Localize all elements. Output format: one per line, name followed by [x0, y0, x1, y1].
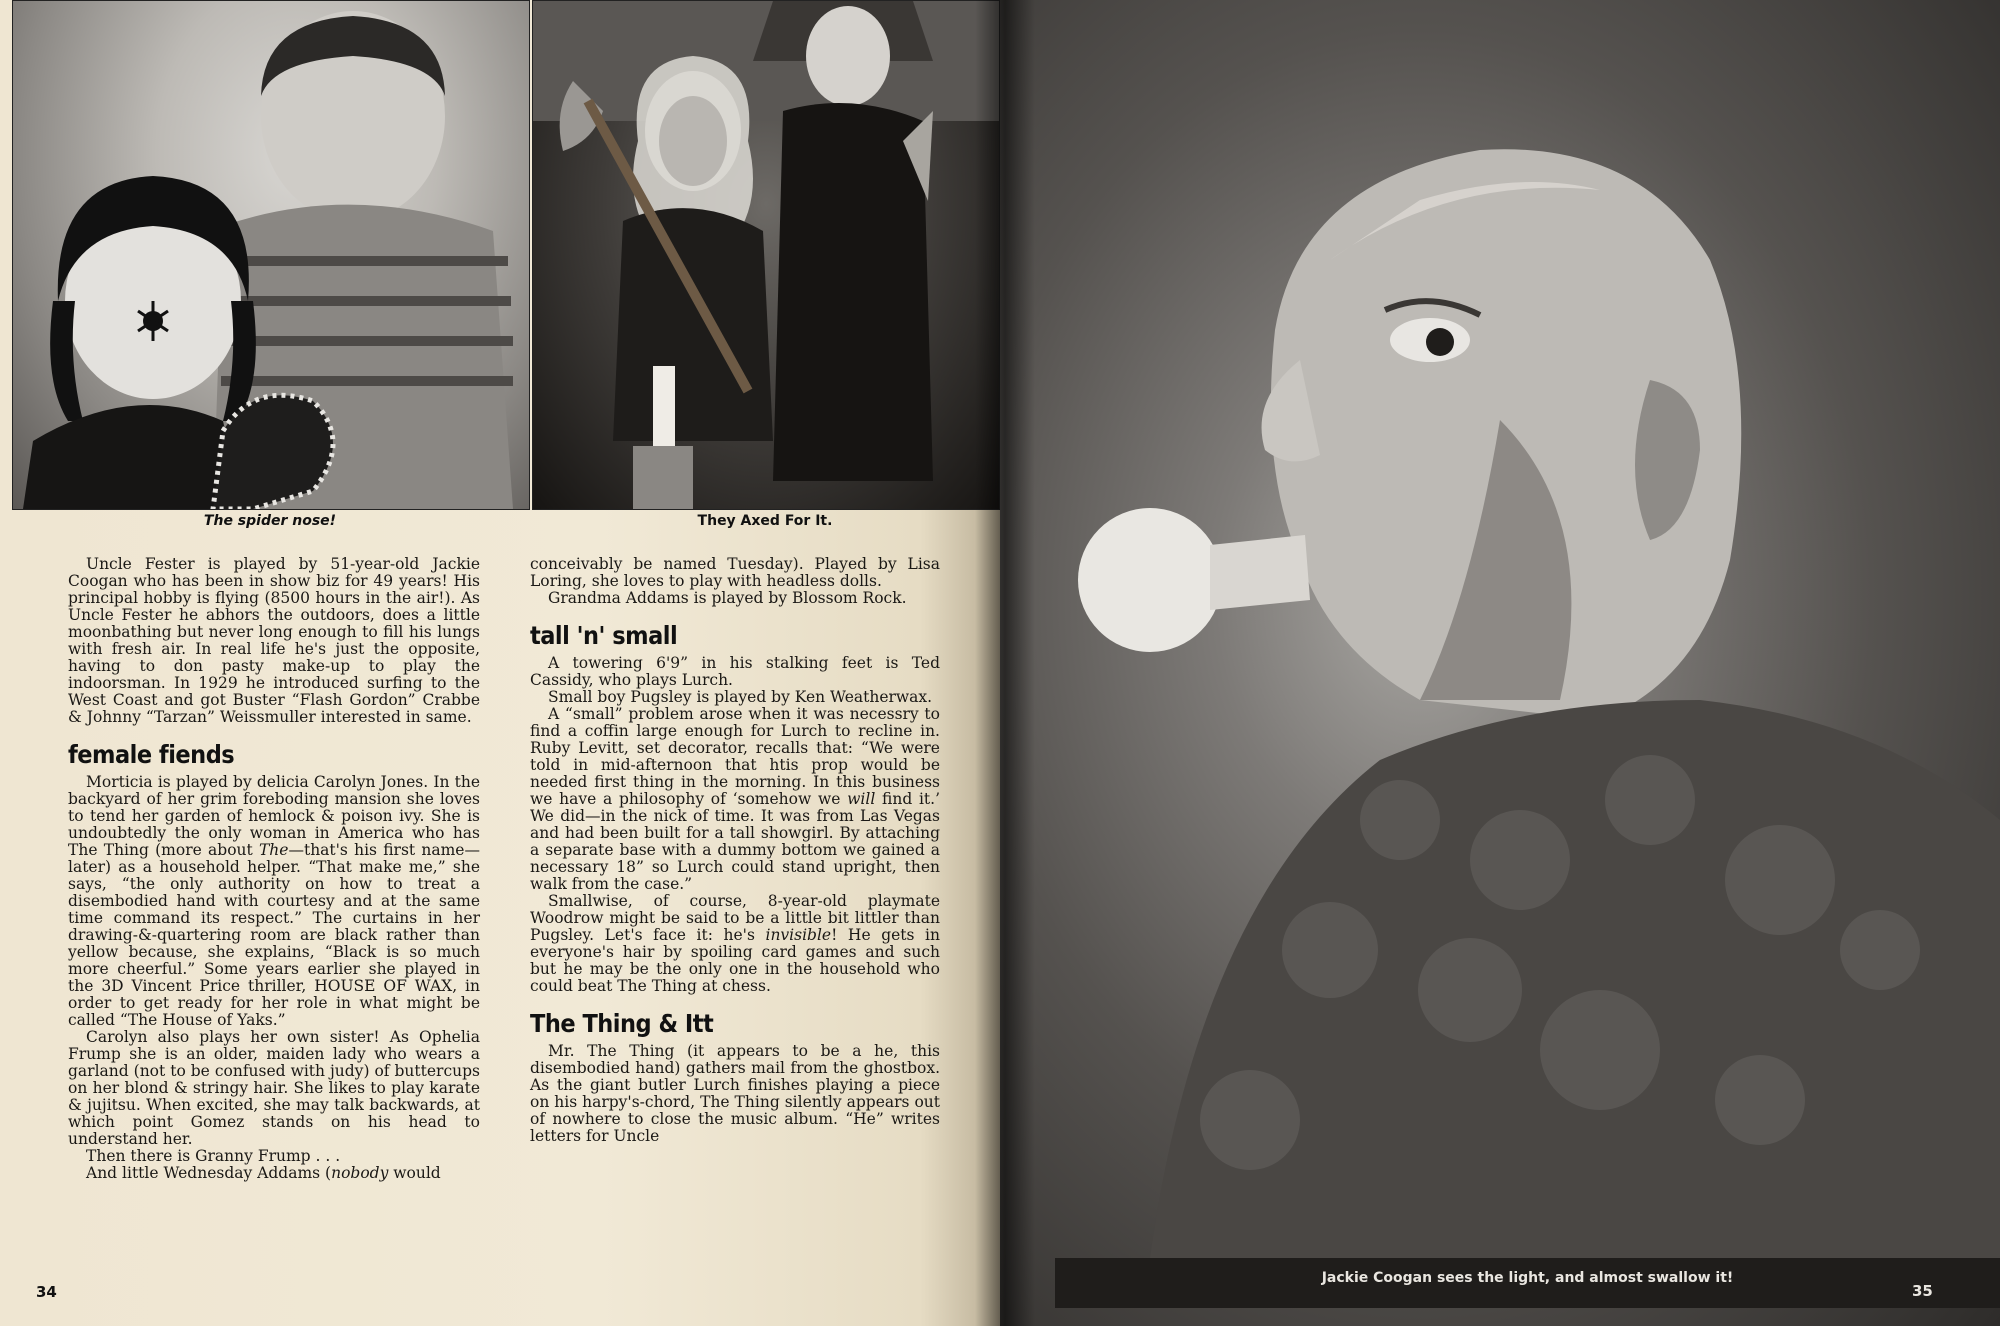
paragraph: A “small” problem arose when it was necessry to find a coffin large enough for Lurch to recline in. Ruby Levitt, set decorator, recalls that: “We were told in mid-afternoon that htis prop would be needed first thing in the morning. In this business we have a philosophy of ‘somehow we will find it.’ We did—in the nick of time. It was from Las Vegas and had been built for a tall showgirl. By attaching a separate base with a dummy bottom we gained a necessary 18” so Lurch could stand upright, then walk from the case.” — [530, 705, 940, 893]
paragraph: Uncle Fester is played by 51-year-old Jackie Coogan who has been in show biz for 49 years! His principal hobby is flying (8500 hours in the air!). As Uncle Fester he abhors the outdoors, does a little moonbathing but never long enough to fill his lungs with fresh air. In real life he's just the opposite, having to don pasty make-up to play the indoorsman. In 1929 he introduced surfing to the West Coast and got Buster “Flash Gordon” Crabbe & Johnny “Tarzan” Weissmuller interested in same. — [68, 555, 480, 726]
page-number-left: 34 — [36, 1283, 57, 1301]
paragraph: Smallwise, of course, 8-year-old playmate Woodrow might be said to be a little bit littler than Pugsley. Let's face it: he's invisible! He gets in everyone's hair by spoiling card games and such but he may be the only one in the household who could beat The Thing at chess. — [530, 892, 940, 995]
paragraph: And little Wednesday Addams (nobody would — [86, 1164, 441, 1182]
paragraph: Small boy Pugsley is played by Ken Weatherwax. — [548, 688, 933, 706]
paragraph: A towering 6'9” in his stalking feet is Ted Cassidy, who plays Lurch. — [530, 654, 940, 689]
caption-spider-nose: The spider nose! — [203, 513, 337, 529]
article-column-2 — [530, 556, 940, 1145]
photo1-illustration — [13, 1, 529, 509]
subheading-the-thing-itt: The Thing & Itt — [530, 1009, 714, 1038]
paragraph: conceivably be named Tuesday). Played by Lisa Loring, she loves to play with headless dolls. — [530, 555, 940, 590]
photo-axe-scene — [532, 0, 1000, 510]
subheading-female-fiends: female fiends — [68, 740, 235, 769]
paragraph: Morticia is played by delicia Carolyn Jones. In the backyard of her grim foreboding mansion she loves to tend her garden of hemlock & poison ivy. She is undoubtedly the only woman in America who has The Thing (more about The—that's his first name—later) as a household helper. “That make me,” she says, “the only authority on how to treat a disembodied hand with courtesy and at the same time command its respect.” The curtains in her drawing-&-quartering room are black rather than yellow because, she explains, “Black is so much more cheerful.” Some years earlier she played in the 3D Vincent Price thriller, HOUSE OF WAX, in order to get ready for her role in what might be called “The House of Yaks.” — [68, 773, 480, 1029]
photo-fester-bulb — [1000, 0, 2000, 1326]
page-number-right: 35 — [1912, 1282, 1933, 1300]
caption-axed: They Axed For It. — [697, 513, 833, 529]
photo2-illustration — [533, 1, 999, 509]
paragraph: Grandma Addams is played by Blossom Rock. — [548, 589, 907, 607]
article-column-1 — [68, 556, 480, 1182]
paragraph: Then there is Granny Frump . . . — [86, 1147, 341, 1165]
photo-wednesday-pugsley — [12, 0, 530, 510]
caption-jackie-coogan: Jackie Coogan sees the light, and almost swallow it! — [1321, 1270, 1734, 1286]
right-page — [1000, 0, 2000, 1326]
subheading-tall-n-small: tall 'n' small — [530, 621, 678, 650]
spine-gutter — [975, 0, 1035, 1326]
paragraph: Carolyn also plays her own sister! As Ophelia Frump she is an older, maiden lady who wears a garland (not to be confused with judy) of buttercups on her blond & stringy hair. She likes to play karate & jujitsu. When excited, she may talk backwards, at which point Gomez stands on his head to understand her. — [68, 1028, 480, 1148]
paragraph: Mr. The Thing (it appears to be a he, this disembodied hand) gathers mail from the ghostbox. As the giant butler Lurch finishes playing a piece on his harpy's-chord, The Thing silently appears out of nowhere to close the music album. “He” writes letters for Uncle — [530, 1042, 940, 1145]
